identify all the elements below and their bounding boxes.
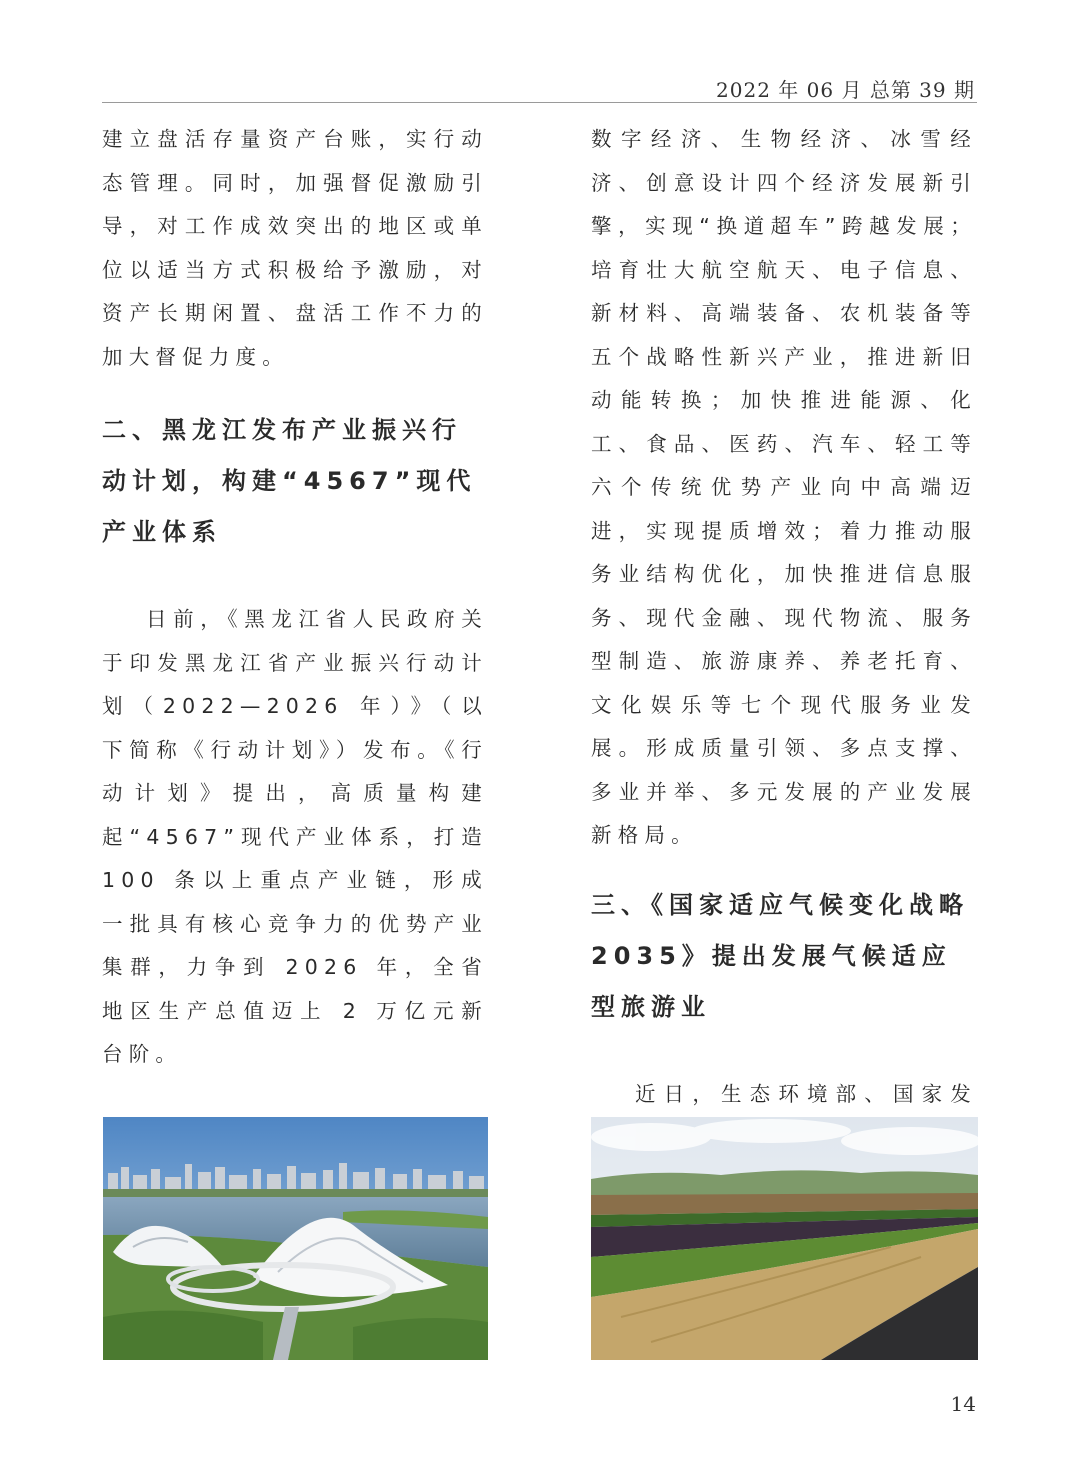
right-para-1: 数字经济、生物经济、冰雪经济、创意设计四个经济发展新引擎，实现“换道超车”跨越发展；培育壮大航空航天、电子信息、新材料、高端装备、农机装备等五个战略性新兴产业，推进新旧动能转换；加快推进能源、化工、食品、医药、汽车、轻工等六个传统优势产业向中高端迈进，实现提质增效；着力推动服务业结构优化，加快推进信息服务、现代金融、现代物流、服务型制造、旅游康养、养老托育、文化娱乐等七个现代服务业发展。形成质量引领、多点支撑、多业并举、多元发展的产业发展新格局。: [591, 127, 977, 847]
left-para-1: 建立盘活存量资产台账，实行动态管理。同时，加强督促激励引导，对工作成效突出的地区或单位以适当方式积极给予激励，对资产长期闲置、盘活工作不力的加大督促力度。: [102, 127, 488, 369]
left-para-2: 日前，《黑龙江省人民政府关于印发黑龙江省产业振兴行动计划（2022—2026 年）》（以下简称《行动计划》）发布。《行动计划》提出，高质量构建起“4567”现代产业体系，打造 100 条以上重点产业链，形成一批具有核心竞争力的优势产业集群，力争到 2026 年，全省地区生产总值迈上 2 万亿元新台阶。: [102, 607, 488, 1066]
section-heading-3: 三、《国家适应气候变化战略2035》提出发展气候适应型旅游业: [591, 890, 969, 1021]
farmland-photo: [591, 1117, 978, 1360]
left-column: [102, 118, 488, 1198]
harbin-architecture-photo: [103, 1117, 488, 1360]
section-heading-2: 二、黑龙江发布产业振兴行动计划，构建“4567”现代产业体系: [102, 416, 477, 546]
right-para-2: 近日，生态环境部、国家发: [635, 1081, 977, 1106]
right-column: [591, 118, 977, 1203]
issue-label: 2022 年 06 月 总第 39 期: [716, 78, 975, 102]
page-header: [102, 72, 977, 103]
page-number: 14: [950, 1392, 976, 1416]
